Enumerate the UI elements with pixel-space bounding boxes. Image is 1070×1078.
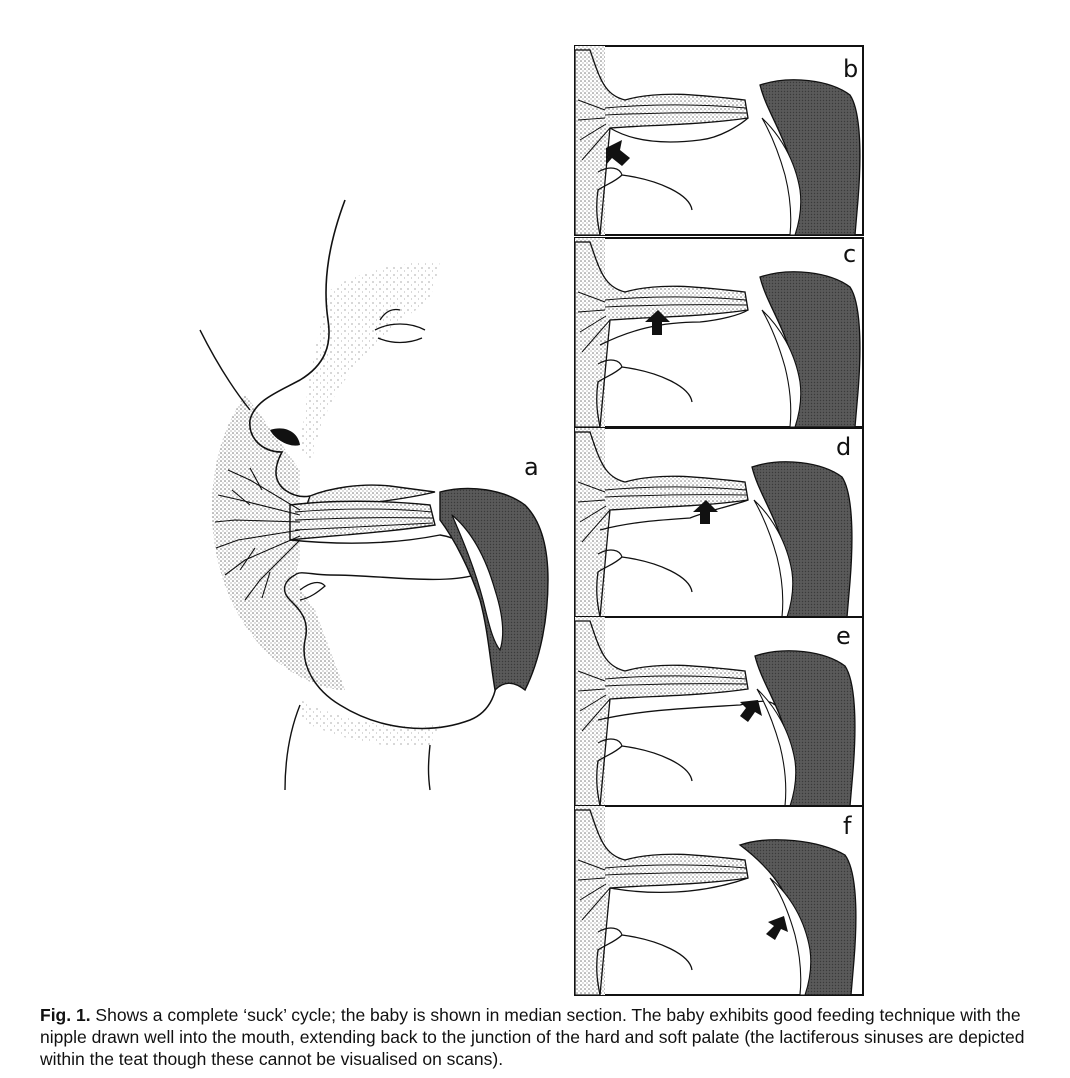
panel-c (575, 238, 863, 427)
panel-b (575, 46, 863, 235)
chin-shading (300, 700, 440, 746)
panel-f (575, 806, 863, 995)
panel-a-drawing (200, 200, 548, 790)
head-back-line (200, 330, 250, 410)
panel-e (575, 617, 863, 806)
panel-label-a: a (524, 453, 539, 481)
panel-label-e: e (836, 622, 851, 650)
panel-label-b: b (843, 55, 859, 83)
lower-lip-tongue (285, 535, 477, 600)
jaw-underline (429, 745, 431, 790)
panel-label-c: c (843, 240, 857, 268)
teat (290, 501, 435, 540)
panel-label-d: d (836, 433, 852, 461)
panel-label-f: f (843, 812, 852, 840)
figure-caption-text: Shows a complete ‘suck’ cycle; the baby is shown in median section. The baby exhibits good feeding technique with the nipple drawn well into the mouth, extending back to the junction of the hard and soft palate (the lactiferous sinuses are depicted within the teat though these cannot be visualised on scans). (40, 1005, 1025, 1069)
neck-line (285, 705, 300, 790)
figure-caption-label: Fig. 1. (40, 1005, 91, 1025)
figure-caption (40, 1004, 1050, 1070)
panel-d (575, 428, 863, 617)
